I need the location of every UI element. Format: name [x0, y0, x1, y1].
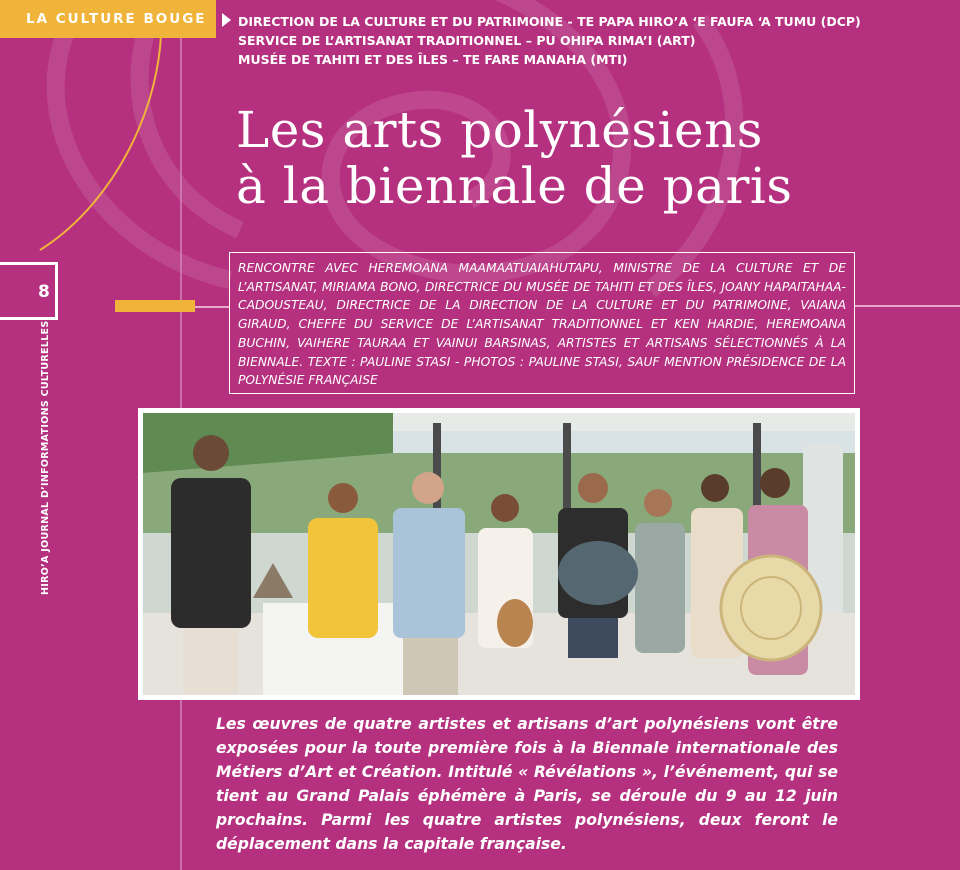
article-title	[236, 102, 876, 214]
header-line: DIRECTION DE LA CULTURE ET DU PATRIMOINE - TE PAPA HIRO’A ‘E FAUFA ‘A TUMU (DCP)	[238, 14, 861, 29]
connector-rule-right	[855, 305, 960, 307]
connector-rule-left	[195, 306, 229, 308]
intro-box	[229, 252, 855, 394]
group-photo-illustration	[143, 413, 855, 695]
header-line: MUSÉE DE TAHITI ET DES ÎLES – TE FARE MANAHA (MTI)	[238, 52, 628, 67]
section-tag: LA CULTURE BOUGE	[0, 0, 216, 38]
title-line-1: Les arts polynésiens	[236, 101, 763, 159]
journal-side-label: HIRO’A JOURNAL D’INFORMATIONS CULTURELLES	[40, 320, 51, 595]
page-number: 8	[38, 282, 50, 302]
header-arrow-icon	[222, 13, 231, 27]
group-photo	[138, 408, 860, 700]
lead-paragraph: Les œuvres de quatre artistes et artisans d’art polynésiens vont être exposées pour la toute première fois à la Biennale internationale des Métiers d’Art et Création. Intitulé « Révélations », l’événement, qui se tient au Grand Palais éphémère à Paris, se déroule du 9 au 12 juin prochains. Parmi les quatre artistes polynésiens, deux feront le déplacement dans la capitale française.	[216, 715, 838, 853]
header-line: SERVICE DE L’ARTISANAT TRADITIONNEL – PU OHIPA RIMA’I (ART)	[238, 33, 696, 48]
accent-bar	[115, 300, 195, 312]
intro-text: RENCONTRE AVEC HEREMOANA MAAMAATUAIAHUTAPU, MINISTRE DE LA CULTURE ET DE L’ARTISANAT, MIRIAMA BONO, DIRECTRICE DU MUSÉE DE TAHITI ET DES ÎLES, JOANY HAPAITAHAA-CADOUSTEAU, DIRECTRICE DE LA DIRECTION DE LA CULTURE ET DU PATRIMOINE, VAIANA GIRAUD, CHEFFE DU SERVICE DE L’ARTISANAT TRADITIONNEL ET KEN HARDIE, HEREMOANA BUCHIN, VAIHERE TAURAA ET VAINUI BARSINAS, ARTISTES ET ARTISANS SÉLECTIONNÉS À LA BIENNALE. TEXTE : PAULINE STASI - PHOTOS : PAULINE STASI, SAUF MENTION PRÉSIDENCE DE LA POLYNÉSIE FRANÇAISE	[238, 261, 846, 388]
title-line-2: à la biennale de paris	[236, 157, 793, 215]
department-header	[238, 12, 861, 69]
